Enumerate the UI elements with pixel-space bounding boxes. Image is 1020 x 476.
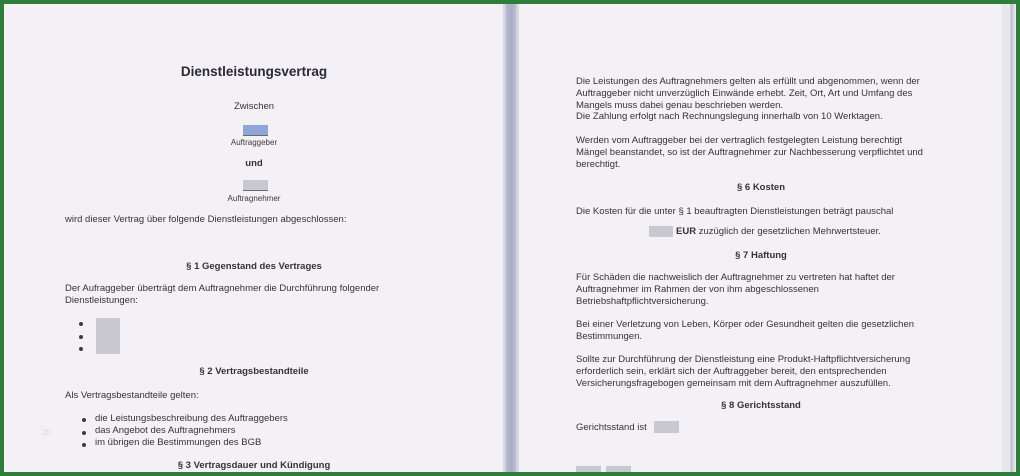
auftraggeber-label: Auftraggeber: [230, 138, 278, 147]
section-3-heading: § 3 Vertragsdauer und Kündigung: [177, 460, 331, 471]
bullet: [79, 335, 83, 339]
zwischen-label: Zwischen: [233, 101, 275, 112]
section-1-text-line2: Dienstleistungen:: [65, 295, 138, 306]
section-2-item: die Leistungsbeschreibung des Auftraggebers: [95, 413, 288, 424]
und-label: und: [245, 158, 263, 169]
page-marker: 20: [42, 428, 51, 437]
cost-amount-field[interactable]: [649, 226, 673, 237]
signature-field[interactable]: [606, 466, 631, 472]
signature-field[interactable]: [576, 466, 601, 472]
auftragnehmer-field[interactable]: [243, 180, 268, 191]
paragraph-line: berechtigt.: [576, 159, 621, 170]
paragraph-line: Mängel beanstandet, so ist der Auftragnehmer zur Nachbesserung verpflichtet und: [576, 147, 923, 158]
section-6-text: Die Kosten für die unter § 1 beauftragten Dienstleistungen beträgt pauschal: [576, 206, 894, 217]
section-8-text: Gerichtsstand ist: [576, 422, 647, 433]
paragraph-line: Bestimmungen.: [576, 331, 643, 342]
page-right: [518, 4, 1002, 472]
section-2-item: im übrigen die Bestimmungen des BGB: [95, 437, 262, 448]
paragraph-line: Die Leistungen des Auftragnehmers gelten als erfüllt und abgenommen, wenn der: [576, 76, 920, 87]
paragraph-line: Auftraggeber nicht unverzüglich Einwände erhebt. Zeit, Ort, Art und Umfang des: [576, 88, 913, 99]
section-2-item: das Angebot des Auftragnehmers: [95, 425, 236, 436]
section-1-heading: § 1 Gegenstand des Vertrages: [186, 261, 322, 272]
court-location-field[interactable]: [654, 421, 679, 433]
auftragnehmer-label: Auftragnehmer: [227, 194, 281, 203]
bullet: [79, 347, 83, 351]
section-7-heading: § 7 Haftung: [735, 250, 787, 261]
paragraph-line: Auftragnehmer im Rahmen der von ihm abgeschlossenen: [576, 284, 819, 295]
paragraph-line: Mangels muss dabei genau beschrieben werden.: [576, 100, 784, 111]
intro-text: wird dieser Vertrag über folgende Dienstleistungen abgeschlossen:: [65, 214, 347, 225]
auftraggeber-field[interactable]: [243, 125, 268, 136]
paragraph-line: erforderlich sein, erklärt sich der Auftraggeber bereit, den entsprechenden: [576, 366, 887, 377]
section-6-currency-line: [676, 226, 881, 238]
paragraph-line: Sollte zur Durchführung der Dienstleistung eine Produkt-Haftpflichtversicherung: [576, 354, 911, 365]
section-2-heading: § 2 Vertragsbestandteile: [199, 366, 309, 377]
bullet: [82, 443, 86, 447]
paragraph-line: Bei einer Verletzung von Leben, Körper oder Gesundheit gelten die gesetzlichen: [576, 319, 915, 330]
paragraph-line: Versicherungsfragebogen gemeinsam mit dem Auftragnehmer auszufüllen.: [576, 378, 891, 389]
currency-label: EUR: [676, 226, 697, 237]
paragraph-line: Für Schäden die nachweislich der Auftragnehmer zu vertreten hat haftet der: [576, 272, 895, 283]
paragraph-line: Die Zahlung erfolgt nach Rechnungslegung innerhalb von 10 Werktagen.: [576, 111, 883, 122]
document-viewer: [4, 4, 1016, 472]
bullet: [82, 431, 86, 435]
page-edge: [1002, 4, 1016, 472]
bullet: [82, 418, 86, 422]
section-2-intro: Als Vertragsbestandteile gelten:: [65, 390, 199, 401]
section-8-heading: § 8 Gerichtsstand: [721, 400, 801, 411]
section-1-text-line1: Der Aufraggeber überträgt dem Auftragnehmer die Durchführung folgender: [65, 283, 380, 294]
paragraph-line: Werden vom Auftraggeber bei der vertraglich festgelegten Leistung berechtigt: [576, 135, 903, 146]
page-gutter: [504, 4, 518, 472]
bullet: [79, 322, 83, 326]
vat-text: zuzüglich der gesetzlichen Mehrwertsteuer.: [696, 226, 881, 237]
page-left: [4, 4, 504, 472]
paragraph-line: Betriebshaftpflichtversicherung.: [576, 296, 709, 307]
document-title: Dienstleistungsvertrag: [180, 64, 328, 79]
services-list-field[interactable]: [96, 318, 120, 354]
section-6-heading: § 6 Kosten: [736, 182, 786, 193]
